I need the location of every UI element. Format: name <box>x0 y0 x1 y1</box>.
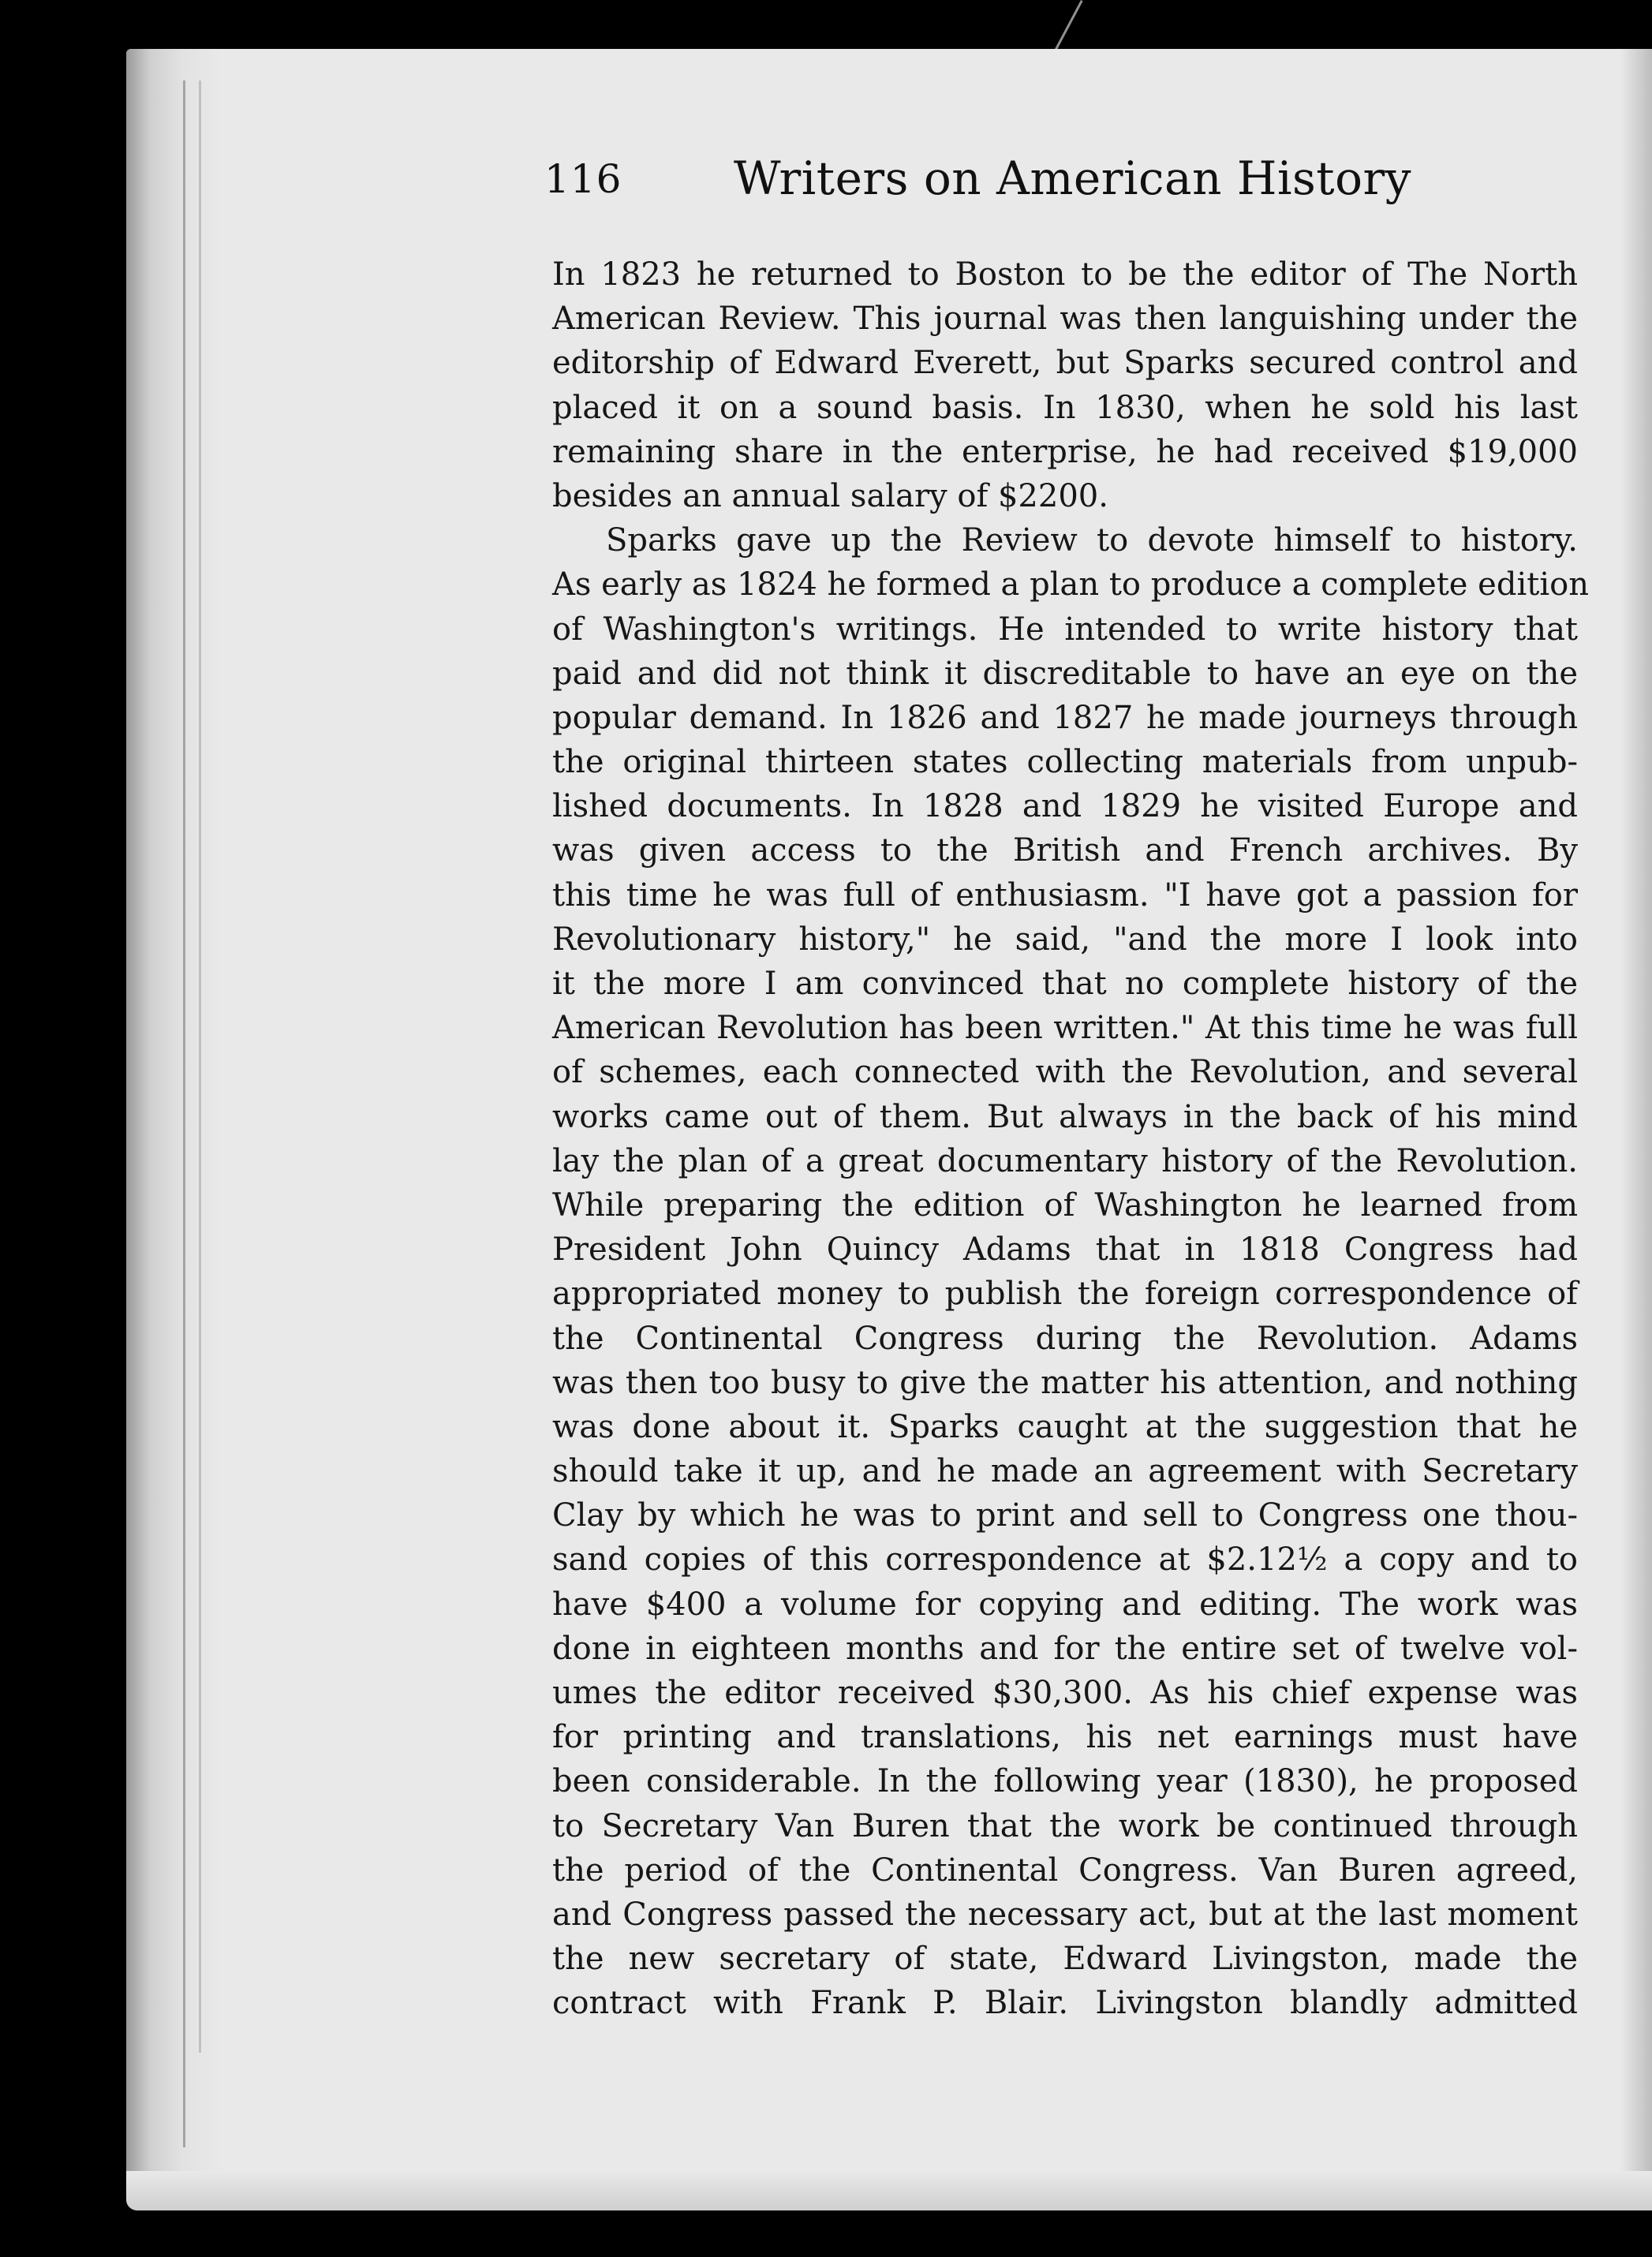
page-number: 116 <box>544 156 622 202</box>
text-line: appropriated money to publish the foreign correspondence of <box>552 1276 1578 1313</box>
text-line: As early as 1824 he formed a plan to produce a complete edition <box>552 566 1589 603</box>
scan-artifact-mark <box>1055 0 1083 50</box>
text-line: the Continental Congress during the Revolution. Adams <box>552 1320 1578 1357</box>
binding-line <box>183 80 185 2147</box>
text-line: done in eighteen months and for the entire set of twelve vol- <box>552 1630 1578 1667</box>
text-line: umes the editor received $30,300. As his chief expense was <box>552 1675 1578 1711</box>
page-edge-shadow <box>1620 49 1652 2210</box>
text-line: In 1823 he returned to Boston to be the editor of The North <box>552 256 1578 293</box>
text-line: for printing and translations, his net earnings must have <box>552 1719 1578 1756</box>
text-line: lay the plan of a great documentary history of the Revolution. <box>552 1142 1578 1179</box>
text-line: was done about it. Sparks caught at the suggestion that he <box>552 1408 1578 1445</box>
text-line: American Revolution has been written." At this time he was full <box>552 1010 1578 1047</box>
text-line: contract with Frank P. Blair. Livingston blandly admitted <box>552 1985 1578 2022</box>
page-gutter-shadow <box>126 49 221 2210</box>
text-line: editorship of Edward Everett, but Sparks secured control and <box>552 345 1578 382</box>
page-header <box>544 151 1412 235</box>
text-line: Clay by which he was to print and sell to Congress one thou- <box>552 1497 1578 1534</box>
text-line: the new secretary of state, Edward Livingston, made the <box>552 1941 1578 1978</box>
text-line: American Review. This journal was then languishing under the <box>552 301 1578 338</box>
text-line: paid and did not think it discreditable to have an eye on the <box>552 655 1578 692</box>
text-line: the period of the Continental Congress. Van Buren agreed, <box>552 1852 1578 1889</box>
text-line: works came out of them. But always in the back of his mind <box>552 1098 1578 1135</box>
text-line: this time he was full of enthusiasm. "I have got a passion for <box>552 876 1578 914</box>
page-bottom-shadow <box>126 2171 1652 2210</box>
text-line: of Washington's writings. He intended to write history that <box>552 611 1578 648</box>
text-line: Sparks gave up the Review to devote himself to history. <box>606 522 1578 559</box>
text-line: been considerable. In the following year (1830), he proposed <box>552 1763 1578 1800</box>
text-line: placed it on a sound basis. In 1830, when he sold his last <box>552 389 1578 426</box>
text-line: should take it up, and he made an agreement with Secretary <box>552 1453 1578 1490</box>
text-line: it the more I am convinced that no complete history of the <box>552 966 1578 1002</box>
text-line: popular demand. In 1826 and 1827 he made journeys through <box>552 699 1578 736</box>
text-line: the original thirteen states collecting materials from unpub- <box>552 744 1578 781</box>
binding-line <box>199 80 201 2053</box>
text-line: lished documents. In 1828 and 1829 he visited Europe and <box>552 788 1578 825</box>
text-line: was then too busy to give the matter his attention, and nothing <box>552 1364 1578 1401</box>
text-line: was given access to the British and French archives. By <box>552 832 1578 869</box>
text-line: While preparing the edition of Washington he learned from <box>552 1186 1578 1224</box>
text-line: remaining share in the enterprise, he had received $19,000 <box>552 433 1578 470</box>
text-line: have $400 a volume for copying and editing. The work was <box>552 1586 1578 1623</box>
text-line: President John Quincy Adams that in 1818 Congress had <box>552 1231 1578 1269</box>
body-text <box>552 252 1589 2026</box>
text-line: to Secretary Van Buren that the work be continued through <box>552 1807 1578 1844</box>
text-line: Revolutionary history," he said, "and the more I look into <box>552 921 1578 958</box>
scan-border <box>0 2210 1652 2257</box>
text-line: besides an annual salary of $2200. <box>552 477 1108 514</box>
text-line: and Congress passed the necessary act, but at the last moment <box>552 1896 1578 1933</box>
running-head: Writers on American History <box>734 151 1412 205</box>
text-line: sand copies of this correspondence at $2.12½ a copy and to <box>552 1541 1578 1579</box>
text-line: of schemes, each connected with the Revolution, and several <box>552 1054 1578 1091</box>
